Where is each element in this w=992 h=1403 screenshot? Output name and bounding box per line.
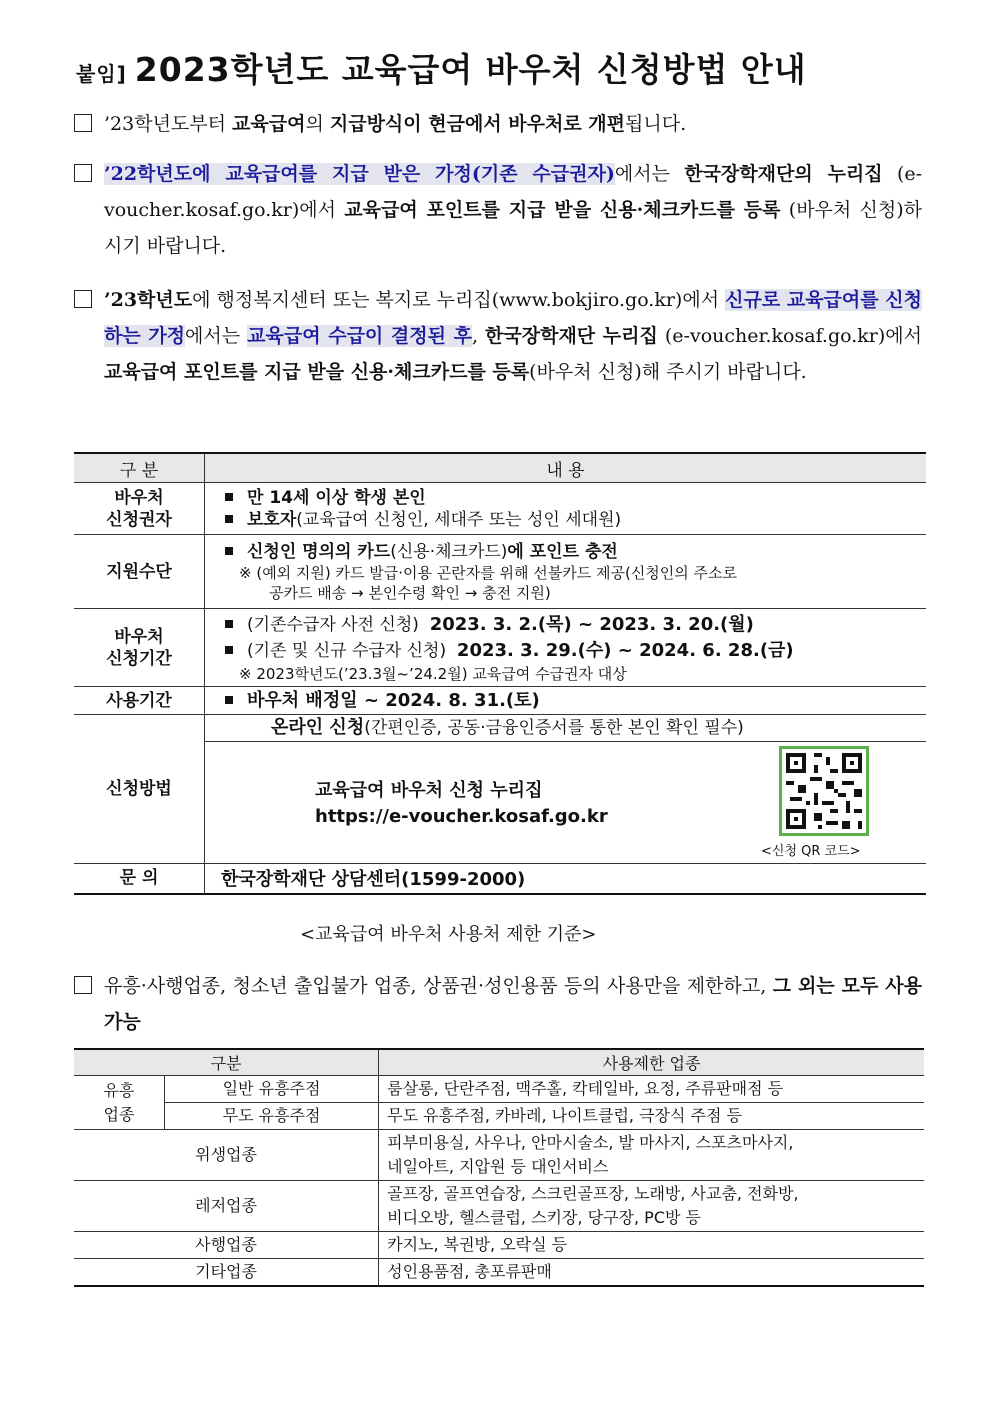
- row-label-contact: 문 의: [74, 864, 205, 894]
- usage-content: 바우처 배정일 ~ 2024. 8. 31.(토): [205, 687, 927, 715]
- table-row: 기타업종 성인용품점, 총포류판매: [74, 1259, 924, 1287]
- text-run: (바우처 신청)해 주시기 바랍니다.: [529, 361, 807, 383]
- bullet-2: [74, 156, 922, 264]
- text-run: ,: [471, 325, 486, 347]
- square-bullet-icon: [225, 515, 233, 523]
- support-content: 신청인 명의의 카드(신용·체크카드)에 포인트 충전 ※ (예외 지원) 카드 발급·이용 곤란자를 위해 선불카드 제공(신청인의 주소로 공카드 배송 → 본인수령 확인 → 충전 지원): [205, 535, 927, 609]
- bullet-1: [74, 106, 922, 142]
- row-label-method: 신청방법: [74, 715, 205, 864]
- text-run: 교육급여 포인트를 지급 받을 신용·체크카드를 등록: [104, 361, 530, 383]
- qr-caption: <신청 QR 코드>: [761, 844, 861, 859]
- square-bullet-icon: [225, 646, 233, 654]
- applicant-content: 만 14세 이상 학생 본인 보호자(교육급여 신청인, 세대주 또는 성인 세대원): [205, 483, 927, 535]
- restriction-table: [74, 1048, 924, 1287]
- method-content: 온라인 신청(간편인증, 공동·금융인증서를 통한 본인 확인 필수) 교육급여 바우처 신청 누리집 https://e-voucher.kosaf.go.kr <신청 QR 코드>: [205, 715, 927, 864]
- text-run: 그 외는 모두 사용 가능: [104, 975, 922, 1033]
- text-run: 교육급여 수급이 결정된 후: [247, 325, 472, 347]
- bullet-3-text: [104, 282, 922, 390]
- col-header-category: 구분: [74, 1049, 379, 1076]
- text-run: 신규로 교육급여를 신청하는 가정: [104, 289, 922, 347]
- voucher-info-table: [74, 452, 926, 895]
- text-run: 한국장학재단의 누리집: [684, 163, 883, 185]
- attachment-tag: 붙임]: [76, 62, 127, 86]
- title-text: 2023학년도 교육급여 바우처 신청방법 안내: [134, 50, 807, 89]
- table-row: 무도 유흥주점 무도 유흥주점, 카바레, 나이트클럽, 극장식 주점 등: [74, 1103, 924, 1130]
- row-label-support: 지원수단: [74, 535, 205, 609]
- voucher-url-link[interactable]: https://e-voucher.kosaf.go.kr: [315, 806, 608, 827]
- text-run: ’23학년도: [104, 289, 193, 311]
- site-name: 교육급여 바우처 신청 누리집: [315, 780, 543, 801]
- text-run: 교육급여 포인트를 지급 받을 신용·체크카드를 등록: [344, 199, 781, 221]
- checkbox-square-icon: [74, 290, 92, 308]
- contact-content: 한국장학재단 상담센터(1599-2000): [205, 864, 927, 894]
- text-run: 지급방식이 현금에서 바우처로 개편: [329, 113, 626, 135]
- col-header-category: 구 분: [74, 453, 205, 483]
- square-bullet-icon: [225, 696, 233, 704]
- table-row: 사행업종 카지노, 복권방, 오락실 등: [74, 1232, 924, 1259]
- bullet-2-text: [104, 156, 922, 264]
- checkbox-square-icon: [74, 114, 92, 132]
- row-label-usage: 사용기간: [74, 687, 205, 715]
- text-run: 의: [305, 113, 330, 135]
- text-run: 유흥·사행업종, 청소년 출입불가 업종, 상품권·성인용품 등의 사용만을 제한하고,: [104, 975, 773, 997]
- group-label: 유흥 업종: [74, 1076, 165, 1130]
- bullet-4: [74, 968, 922, 1040]
- row-label-applicant: 바우처 신청권자: [74, 483, 205, 535]
- text-run: ’23학년도부터: [104, 113, 233, 135]
- text-run: 교육급여: [232, 113, 306, 135]
- square-bullet-icon: [225, 547, 233, 555]
- bullet-3: [74, 282, 922, 390]
- bullet-4-text: [104, 968, 922, 1040]
- period-content: (기존수급자 사전 신청) 2023. 3. 2.(목) ~ 2023. 3. 20.(월) (기존 및 신규 수급자 신청) 2023. 3. 29.(수) ~ 2024. 6. 28.(금) ※ 2023학년도(’23.3월~’24.2월) 교육급여 수급권자 대상: [205, 609, 927, 687]
- page-title: [76, 44, 807, 91]
- col-header-content: 내 용: [205, 453, 927, 483]
- text-run: (바우처 신청)하시기 바랍니다.: [104, 199, 923, 257]
- checkbox-square-icon: [74, 976, 92, 994]
- text-run: (e-voucher.kosaf.go.kr)에서: [104, 163, 923, 221]
- qr-code-icon: [782, 749, 866, 833]
- table-row: 레저업종 골프장, 골프연습장, 스크린골프장, 노래방, 사교춤, 전화방, 비디오방, 헬스클럽, 스키장, 당구장, PC방 등: [74, 1181, 924, 1232]
- text-run: ’22학년도에 교육급여를 지급 받은 가정(기존 수급권자): [104, 163, 615, 185]
- checkbox-square-icon: [74, 164, 92, 182]
- bullet-1-text: [104, 106, 922, 142]
- restriction-caption: <교육급여 바우처 사용처 제한 기준>: [300, 924, 597, 945]
- qr-code[interactable]: [779, 746, 869, 836]
- text-run: 에서는: [614, 163, 685, 185]
- row-label-period: 바우처 신청기간: [74, 609, 205, 687]
- square-bullet-icon: [225, 493, 233, 501]
- col-header-restricted: 사용제한 업종: [379, 1049, 924, 1076]
- text-run: 에서는: [185, 325, 248, 347]
- table-row: 유흥 업종 일반 유흥주점 룸살롱, 단란주점, 맥주홀, 칵테일바, 요정, 주류판매점 등: [74, 1076, 924, 1103]
- text-run: 에 행정복지센터 또는 복지로 누리집(www.bokjiro.go.kr)에서: [192, 289, 726, 311]
- text-run: 한국장학재단 누리집: [485, 325, 658, 347]
- table-row: 위생업종 피부미용실, 사우나, 안마시술소, 발 마사지, 스포츠마사지, 네일아트, 지압원 등 대인서비스: [74, 1130, 924, 1181]
- square-bullet-icon: [225, 620, 233, 628]
- text-run: (e-voucher.kosaf.go.kr)에서: [657, 325, 922, 347]
- text-run: 됩니다.: [625, 113, 687, 135]
